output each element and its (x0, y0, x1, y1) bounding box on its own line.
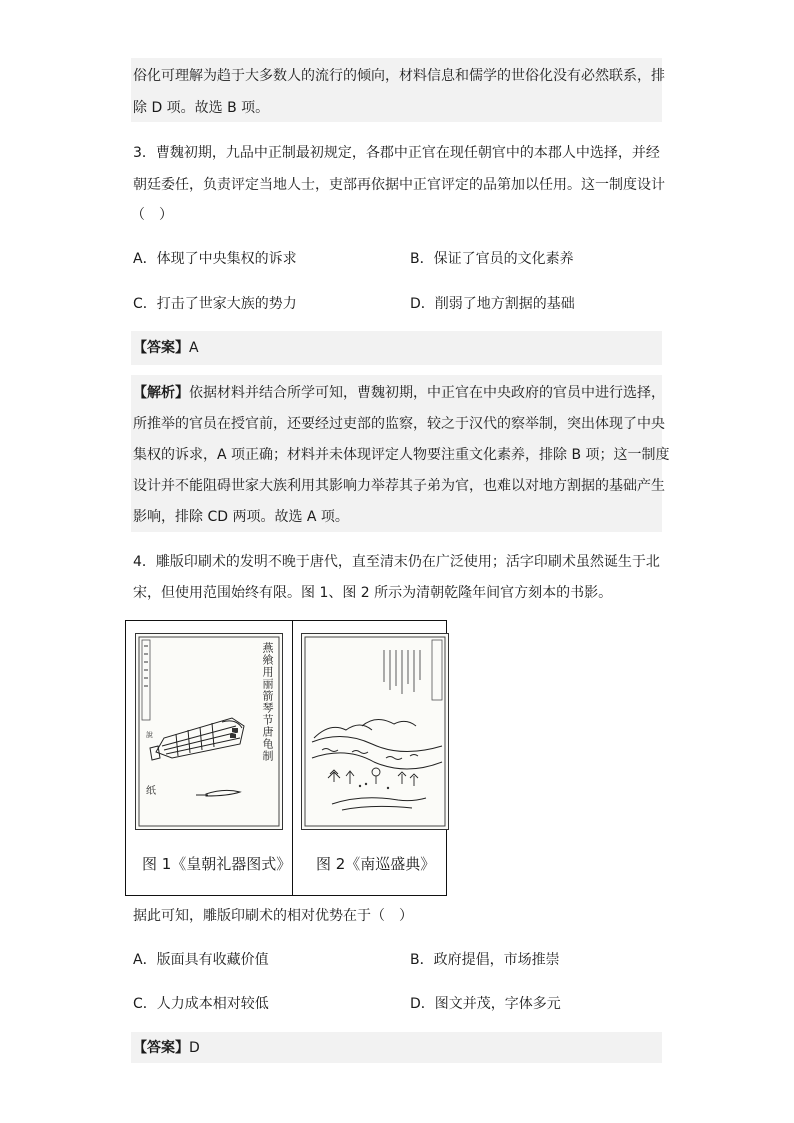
q3-stem-line-1: 3．曹魏初期，九品中正制最初规定，各郡中正官在现任朝官中的本郡人中选择，并经 (133, 145, 660, 161)
figure-2-caption: 图 2《南巡盛典》 (316, 855, 436, 873)
q3-option-c: C．打击了世家大族的势力 (133, 296, 297, 312)
q3-stem-line-2: 朝廷委任，负责评定当地人士，吏部再依据中正官评定的品第加以任用。这一制度设计 (133, 177, 665, 193)
q4-question: 据此可知，雕版印刷术的相对优势在于（ ） (133, 908, 413, 924)
q3-analysis-label: 【解析】 (133, 385, 189, 401)
figure-1-caption: 图 1《皇朝礼器图式》 (142, 855, 292, 873)
q3-answer (133, 338, 199, 358)
q4-option-c: C．人力成本相对较低 (133, 996, 269, 1012)
q3-answer-label: 【答案】 (133, 340, 189, 356)
q4-answer-label: 【答案】 (133, 1040, 189, 1056)
figure-2-image (301, 633, 449, 830)
q4-stem-line-2: 宋，但使用范围始终有限。图 1、图 2 所示为清朝乾隆年间官方刻本的书影。 (133, 585, 613, 601)
q3-analysis-line-1 (133, 383, 665, 403)
previous-analysis-line-1: 俗化可理解为趋于大多数人的流行的倾向，材料信息和儒学的世俗化没有必然联系，排 (133, 68, 665, 84)
previous-analysis-line-2: 除 D 项。故选 B 项。 (133, 100, 270, 116)
q3-option-a: A．体现了中央集权的诉求 (133, 251, 297, 267)
q3-analysis-line-4: 设计并不能阻碍世家大族利用其影响力举荐其子弟为官，也难以对地方割据的基础产生 (133, 478, 665, 494)
q3-analysis-line-5: 影响，排除 CD 两项。故选 A 项。 (133, 509, 349, 525)
figure-2-drawing (302, 634, 448, 829)
q4-stem-line-1: 4．雕版印刷术的发明不晚于唐代，直至清末仍在广泛使用；活字印刷术虽然诞生于北 (133, 554, 660, 570)
q4-answer-value: D (189, 1040, 200, 1056)
q4-option-d: D．图文并茂，字体多元 (410, 996, 561, 1012)
q3-analysis-line-3: 集权的诉求，A 项正确；材料并未体现评定人物要注重文化素养，排除 B 项；这一制度 (133, 447, 670, 463)
q3-option-b: B．保证了官员的文化素养 (410, 251, 574, 267)
figure-1-vertical-text: 燕飨用丽箭琴节唐龟制 (261, 642, 274, 762)
q4-answer (133, 1038, 200, 1058)
figure-divider (292, 621, 293, 895)
q3-analysis-text-1: 依据材料并结合所学可知，曹魏初期，中正官在中央政府的官员中进行选择， (189, 385, 665, 401)
q3-analysis-line-2: 所推举的官员在授官前，还要经过吏部的监察，较之于汉代的察举制，突出体现了中央 (133, 416, 665, 432)
q4-option-b: B．政府提倡，市场推崇 (410, 952, 560, 968)
figure-table (125, 620, 447, 896)
q3-answer-block (131, 331, 662, 365)
svg-text:纸: 纸 (146, 786, 156, 797)
q3-answer-value: A (189, 340, 199, 356)
figure-1-image (135, 633, 283, 830)
q3-option-d: D．削弱了地方割据的基础 (410, 296, 575, 312)
q3-blank-paren: （ ） (131, 207, 173, 223)
svg-text:說: 說 (146, 731, 153, 739)
q4-option-a: A．版面具有收藏价值 (133, 952, 269, 968)
q4-answer-block (131, 1032, 662, 1063)
